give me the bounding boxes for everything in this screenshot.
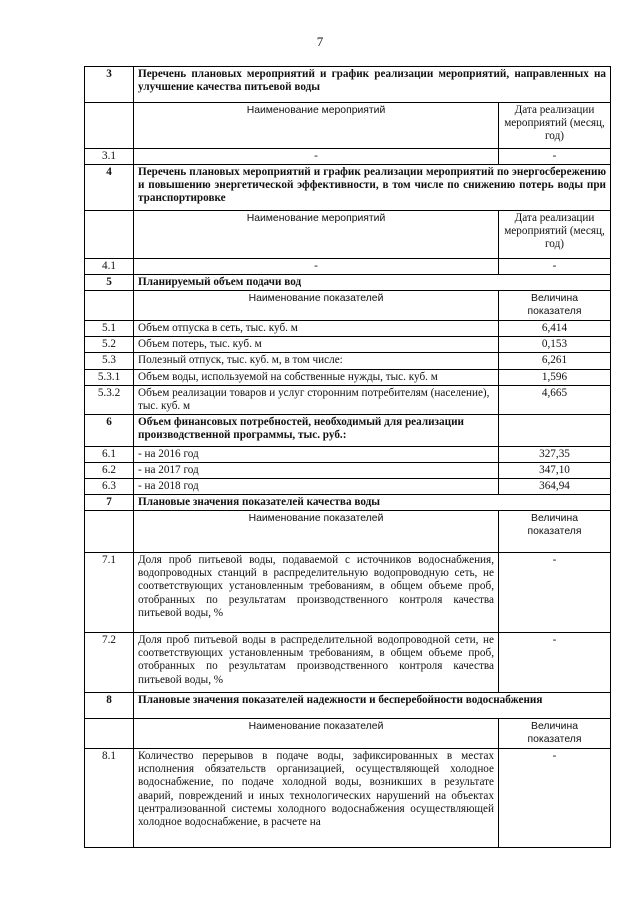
row-number: 5.2: [85, 337, 134, 353]
column-header-row: [85, 103, 611, 149]
row-name: Объем реализации товаров и услуг сторонним потребителям (население), тыс. куб. м: [134, 385, 499, 414]
column-header-value: Величина показателя: [499, 511, 611, 553]
column-header-name: Наименование мероприятий: [134, 211, 499, 259]
row-name: -: [134, 259, 499, 275]
row-value: -: [499, 633, 611, 693]
row-name: Объем воды, используемой на собственные нужды, тыс. куб. м: [134, 369, 499, 385]
section-number: 8: [85, 693, 134, 719]
row-value: -: [499, 149, 611, 165]
table-row: [85, 446, 611, 462]
column-header-row: [85, 511, 611, 553]
section-title: Перечень плановых мероприятий и график реализации мероприятий по энергосбережению и повышению энергетической эффективности, в том числе по снижению потерь воды при транспортировке: [134, 165, 611, 211]
column-header-row: [85, 719, 611, 749]
table-row: [85, 321, 611, 337]
table-row: [85, 353, 611, 369]
empty-cell: [499, 414, 611, 446]
row-value: 4,665: [499, 385, 611, 414]
section-number: 7: [85, 495, 134, 511]
row-value: 364,94: [499, 479, 611, 495]
row-value: 0,153: [499, 337, 611, 353]
section-8-header-row: [85, 693, 611, 719]
row-name: - на 2016 год: [134, 446, 499, 462]
row-name: Доля проб питьевой воды в распределительной водопроводной сети, не соответствующих установленным требованиям, в общем объеме проб, отобранных по результатам производственного контроля качества питьевой воды, %: [134, 633, 499, 693]
row-number: 6.2: [85, 462, 134, 478]
column-header-value: Величина показателя: [499, 719, 611, 749]
column-header-row: [85, 291, 611, 321]
section-6-header-row: [85, 414, 611, 446]
row-name: -: [134, 149, 499, 165]
section-4-header-row: [85, 165, 611, 211]
row-name: Объем потерь, тыс. куб. м: [134, 337, 499, 353]
row-name: Доля проб питьевой воды, подаваемой с источников водоснабжения, водопроводных станций в распределительную водопроводную сеть, не соответствующих установленным требованиям, в общем объеме проб, отобранных по результатам производственного контроля качества питьевой воды, %: [134, 553, 499, 633]
row-value: 6,261: [499, 353, 611, 369]
column-header-row: [85, 211, 611, 259]
column-header-name: Наименование показателей: [134, 511, 499, 553]
empty-cell: [85, 211, 134, 259]
row-number: 7.1: [85, 553, 134, 633]
row-number: 4.1: [85, 259, 134, 275]
table-row: [85, 369, 611, 385]
row-value: 327,35: [499, 446, 611, 462]
section-7-header-row: [85, 495, 611, 511]
section-number: 6: [85, 414, 134, 446]
row-number: 7.2: [85, 633, 134, 693]
row-number: 5.3.2: [85, 385, 134, 414]
row-value: -: [499, 553, 611, 633]
table-row: [85, 633, 611, 693]
section-title: Плановые значения показателей надежности и бесперебойности водоснабжения: [134, 693, 611, 719]
row-number: 8.1: [85, 749, 134, 848]
row-number: 6.1: [85, 446, 134, 462]
row-name: Количество перерывов в подаче воды, зафиксированных в местах исполнения обязательств организацией, осуществляющей холодное водоснабжение, по подаче холодной воды, возникших в результате аварий, повреждений и иных технологических нарушений на объектах централизованной системы холодного водоснабжения осуществляющей холодное водоснабжение, в расчете на: [134, 749, 499, 848]
section-title: Плановые значения показателей качества воды: [134, 495, 611, 511]
production-program-table: [84, 66, 611, 848]
section-title: Объем финансовых потребностей, необходимый для реализации производственной программы, тыс. руб.:: [134, 414, 499, 446]
column-header-value: Величина показателя: [499, 291, 611, 321]
table-row: [85, 259, 611, 275]
column-header-name: Наименование мероприятий: [134, 103, 499, 149]
row-number: 6.3: [85, 479, 134, 495]
row-value: 6,414: [499, 321, 611, 337]
row-name: - на 2017 год: [134, 462, 499, 478]
row-value: -: [499, 749, 611, 848]
row-number: 5.3: [85, 353, 134, 369]
section-number: 5: [85, 275, 134, 291]
empty-cell: [85, 103, 134, 149]
row-name: Полезный отпуск, тыс. куб. м, в том числе:: [134, 353, 499, 369]
row-number: 3.1: [85, 149, 134, 165]
empty-cell: [85, 511, 134, 553]
empty-cell: [85, 719, 134, 749]
column-header-name: Наименование показателей: [134, 291, 499, 321]
section-5-header-row: [85, 275, 611, 291]
table-row: [85, 749, 611, 848]
row-name: Объем отпуска в сеть, тыс. куб. м: [134, 321, 499, 337]
section-number: 3: [85, 67, 134, 103]
row-number: 5.3.1: [85, 369, 134, 385]
section-title: Планируемый объем подачи вод: [134, 275, 611, 291]
section-number: 4: [85, 165, 134, 211]
row-value: 1,596: [499, 369, 611, 385]
section-title: Перечень плановых мероприятий и график реализации мероприятий, направленных на улучшение качества питьевой воды: [134, 67, 611, 103]
row-number: 5.1: [85, 321, 134, 337]
row-value: 347,10: [499, 462, 611, 478]
column-header-date: Дата реализации мероприятий (месяц, год): [499, 103, 611, 149]
empty-cell: [85, 291, 134, 321]
table-row: [85, 149, 611, 165]
row-name: - на 2018 год: [134, 479, 499, 495]
row-value: -: [499, 259, 611, 275]
table-row: [85, 385, 611, 414]
page-number: 7: [316, 34, 324, 49]
column-header-name: Наименование показателей: [134, 719, 499, 749]
table-row: [85, 462, 611, 478]
table-row: [85, 337, 611, 353]
table-row: [85, 553, 611, 633]
table-row: [85, 479, 611, 495]
section-3-header-row: [85, 67, 611, 103]
column-header-date: Дата реализации мероприятий (месяц, год): [499, 211, 611, 259]
